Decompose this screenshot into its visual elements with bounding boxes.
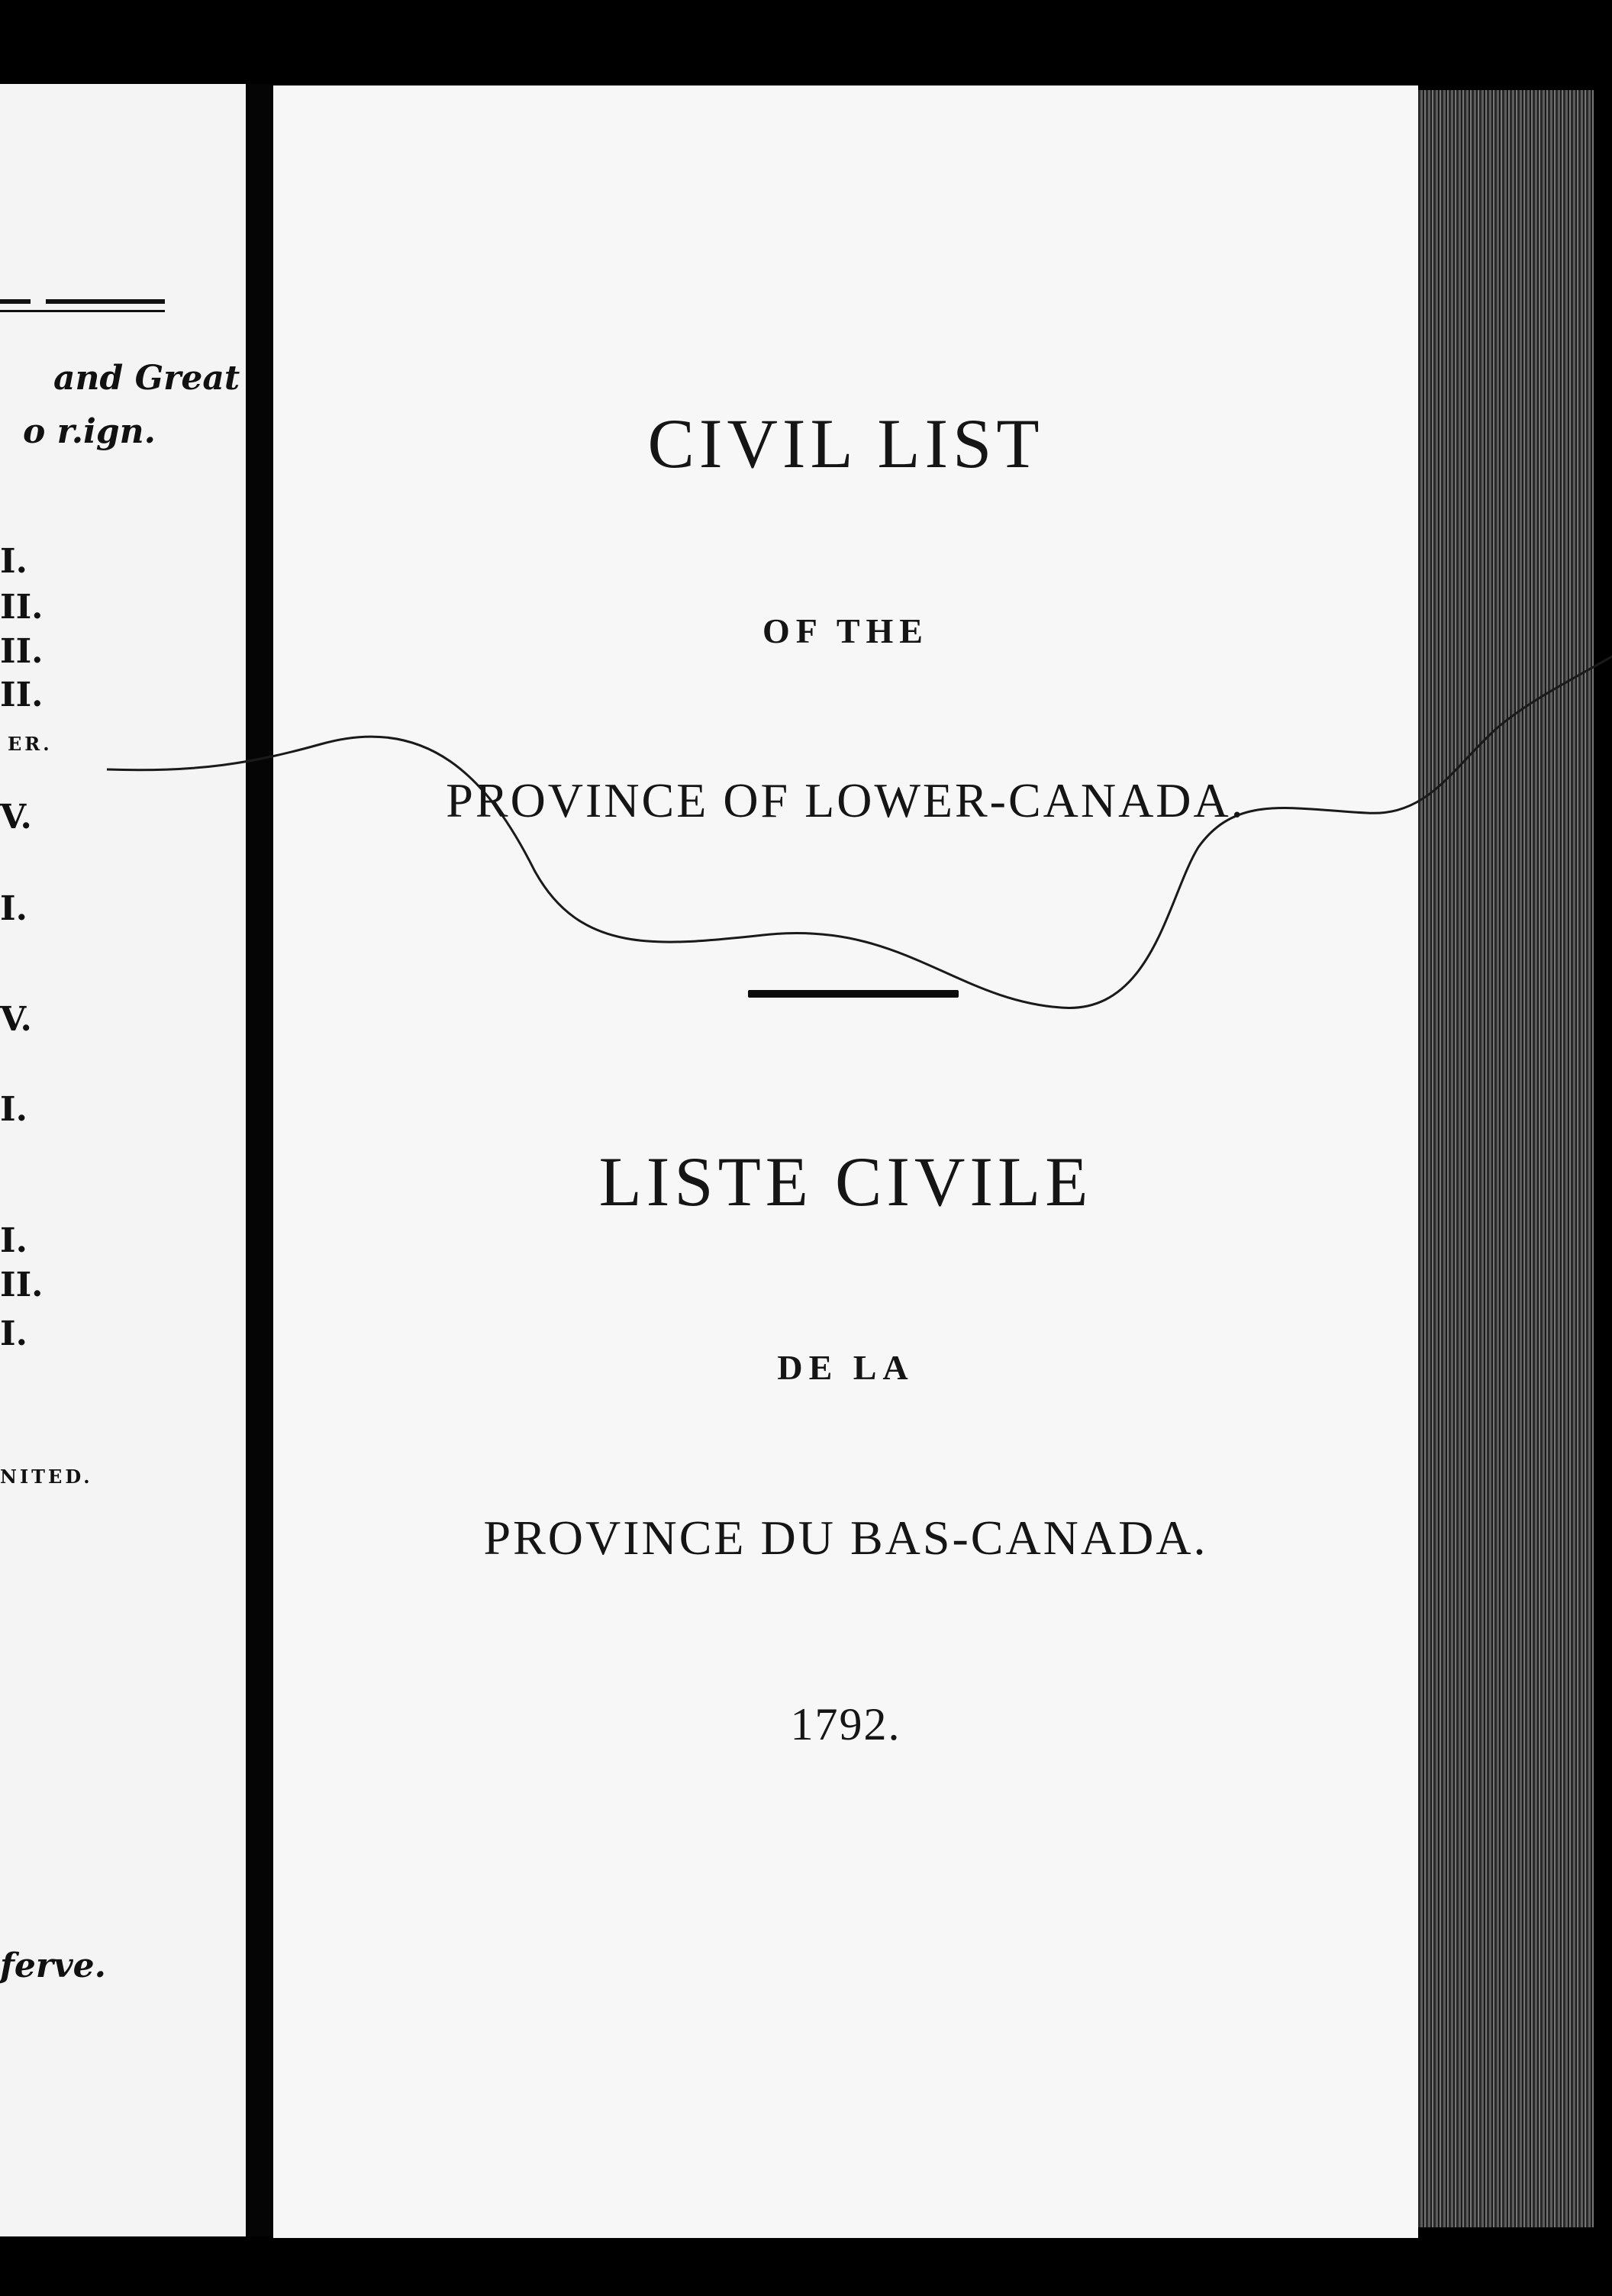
title-french: LISTE CIVILE <box>598 1143 1093 1221</box>
left-fragment: II. <box>0 676 44 714</box>
of-the-line: OF THE <box>762 611 929 650</box>
left-fragment: II. <box>0 632 44 671</box>
page-rule-left-3 <box>0 310 165 312</box>
page-edges <box>1418 90 1594 2227</box>
left-fragment: ER. <box>8 733 53 755</box>
left-fragment: NITED. <box>0 1466 93 1488</box>
page-rule-left-2 <box>46 299 165 304</box>
previous-page-fragment <box>0 84 246 2236</box>
de-la-line: DE LA <box>777 1348 914 1387</box>
title-divider-rule <box>748 990 959 998</box>
left-fragment: II. <box>0 588 44 627</box>
left-fragment: I. <box>0 889 27 928</box>
left-fragment: I. <box>0 1314 27 1353</box>
left-fragment: I. <box>0 542 27 581</box>
title-english: CIVIL LIST <box>647 405 1044 482</box>
left-fragment: I. <box>0 1090 27 1129</box>
left-fragment: V. <box>0 1000 32 1039</box>
left-caption-line-2: o r.ign. <box>23 412 156 451</box>
province-english: PROVINCE OF LOWER-CANADA. <box>446 773 1246 827</box>
left-caption-line-1: and Great <box>53 359 240 398</box>
book-gutter <box>246 84 275 2236</box>
page-rule-left-1 <box>0 299 31 304</box>
province-french: PROVINCE DU BAS-CANADA. <box>483 1511 1208 1565</box>
left-fragment: II. <box>0 1266 44 1304</box>
publication-year: 1792. <box>790 1699 901 1749</box>
left-fragment: I. <box>0 1221 27 1260</box>
left-fragment: ferve. <box>0 1946 106 1985</box>
left-fragment: V. <box>0 798 32 837</box>
